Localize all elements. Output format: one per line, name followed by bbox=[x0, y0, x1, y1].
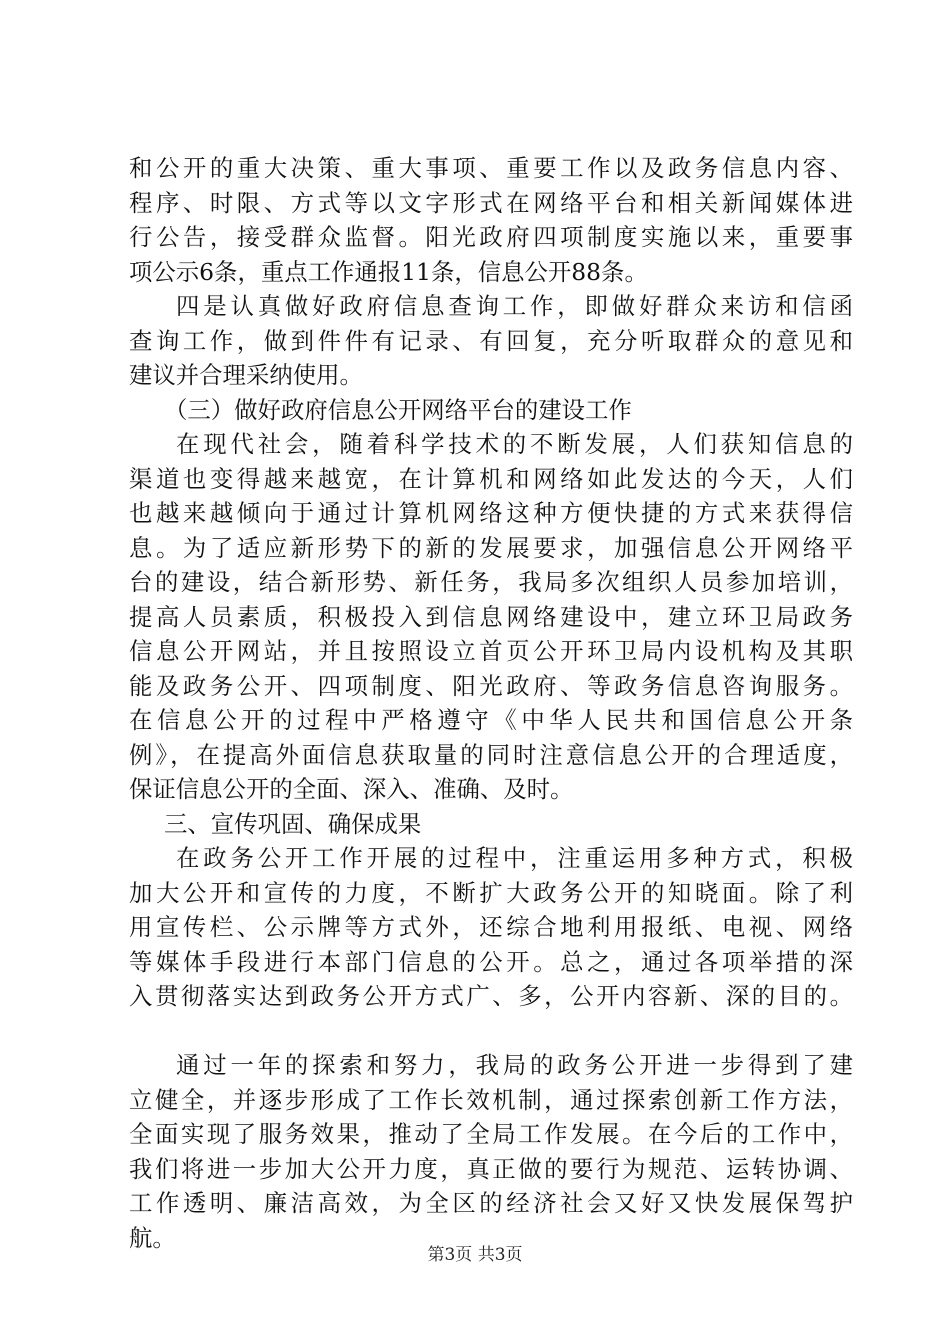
text-line: 建议并合理采纳使用。 bbox=[129, 361, 363, 389]
text-line: 用宣传栏、公示牌等方式外，还综合地利用报纸、电视、网络 bbox=[129, 913, 853, 941]
text-line: 项公示6条，重点工作通报11条，信息公开88条。 bbox=[129, 257, 648, 286]
text-line: 保证信息公开的全面、深入、准确、及时。 bbox=[129, 775, 574, 803]
text-line: 提高人员素质，积极投入到信息网络建设中，建立环卫局政务 bbox=[129, 602, 853, 631]
text-line: 和公开的重大决策、重大事项、重要工作以及政务信息内容、 bbox=[129, 154, 853, 182]
text-line: 等媒体手段进行本部门信息的公开。总之，通过各项举措的深 bbox=[129, 947, 853, 976]
text-line: 渠道也变得越来越宽，在计算机和网络如此发达的今天，人们 bbox=[129, 464, 853, 493]
paragraph-start-line: 在现代社会，随着科学技术的不断发展，人们获知信息的 bbox=[176, 430, 853, 458]
paragraph-start-line: 在政务公开工作开展的过程中，注重运用多种方式，积极 bbox=[176, 844, 853, 872]
text-line: 加大公开和宣传的力度，不断扩大政务公开的知晓面。除了利 bbox=[129, 878, 853, 907]
section-heading: （三）做好政府信息公开网络平台的建设工作 bbox=[164, 395, 632, 424]
section-heading: 三、宣传巩固、确保成果 bbox=[164, 809, 422, 838]
text-line: 信息公开网站，并且按照设立首页公开环卫局内设机构及其职 bbox=[129, 637, 853, 665]
paragraph-start-line: 通过一年的探索和努力，我局的政务公开进一步得到了建 bbox=[176, 1051, 853, 1079]
text-line: 航。 bbox=[129, 1223, 176, 1252]
text-line: 查询工作，做到件件有记录、有回复，充分听取群众的意见和 bbox=[129, 326, 853, 355]
text-line: 工作透明、廉洁高效，为全区的经济社会又好又快发展保驾护 bbox=[129, 1189, 853, 1217]
text-line: 入贯彻落实达到政务公开方式广、多，公开内容新、深的目的。 bbox=[129, 982, 853, 1010]
page-number-footer: 第3页 共3页 bbox=[427, 1245, 523, 1265]
text-line: 我们将进一步加大公开力度，真正做的要行为规范、运转协调、 bbox=[129, 1154, 853, 1183]
text-line: 行公告，接受群众监督。阳光政府四项制度实施以来，重要事 bbox=[129, 223, 853, 251]
text-line: 台的建设，结合新形势、新任务，我局多次组织人员参加培训， bbox=[129, 568, 853, 596]
text-line: 全面实现了服务效果，推动了全局工作发展。在今后的工作中， bbox=[129, 1120, 853, 1148]
text-line: 能及政务公开、四项制度、阳光政府、等政务信息咨询服务。 bbox=[129, 671, 853, 700]
blank-line bbox=[129, 1014, 853, 1049]
document-body bbox=[129, 151, 853, 1255]
text-line: 程序、时限、方式等以文字形式在网络平台和相关新闻媒体进 bbox=[129, 188, 853, 217]
text-line: 息。为了适应新形势下的新的发展要求，加强信息公开网络平 bbox=[129, 533, 853, 562]
text-line: 也越来越倾向于通过计算机网络这种方便快捷的方式来获得信 bbox=[129, 499, 853, 527]
text-line: 在信息公开的过程中严格遵守《中华人民共和国信息公开条 bbox=[129, 706, 853, 734]
paragraph-start-line: 四是认真做好政府信息查询工作，即做好群众来访和信函 bbox=[176, 292, 853, 320]
text-line: 例》，在提高外面信息获取量的同时注意信息公开的合理适度， bbox=[129, 740, 853, 769]
text-line: 立健全，并逐步形成了工作长效机制，通过探索创新工作方法， bbox=[129, 1085, 853, 1114]
